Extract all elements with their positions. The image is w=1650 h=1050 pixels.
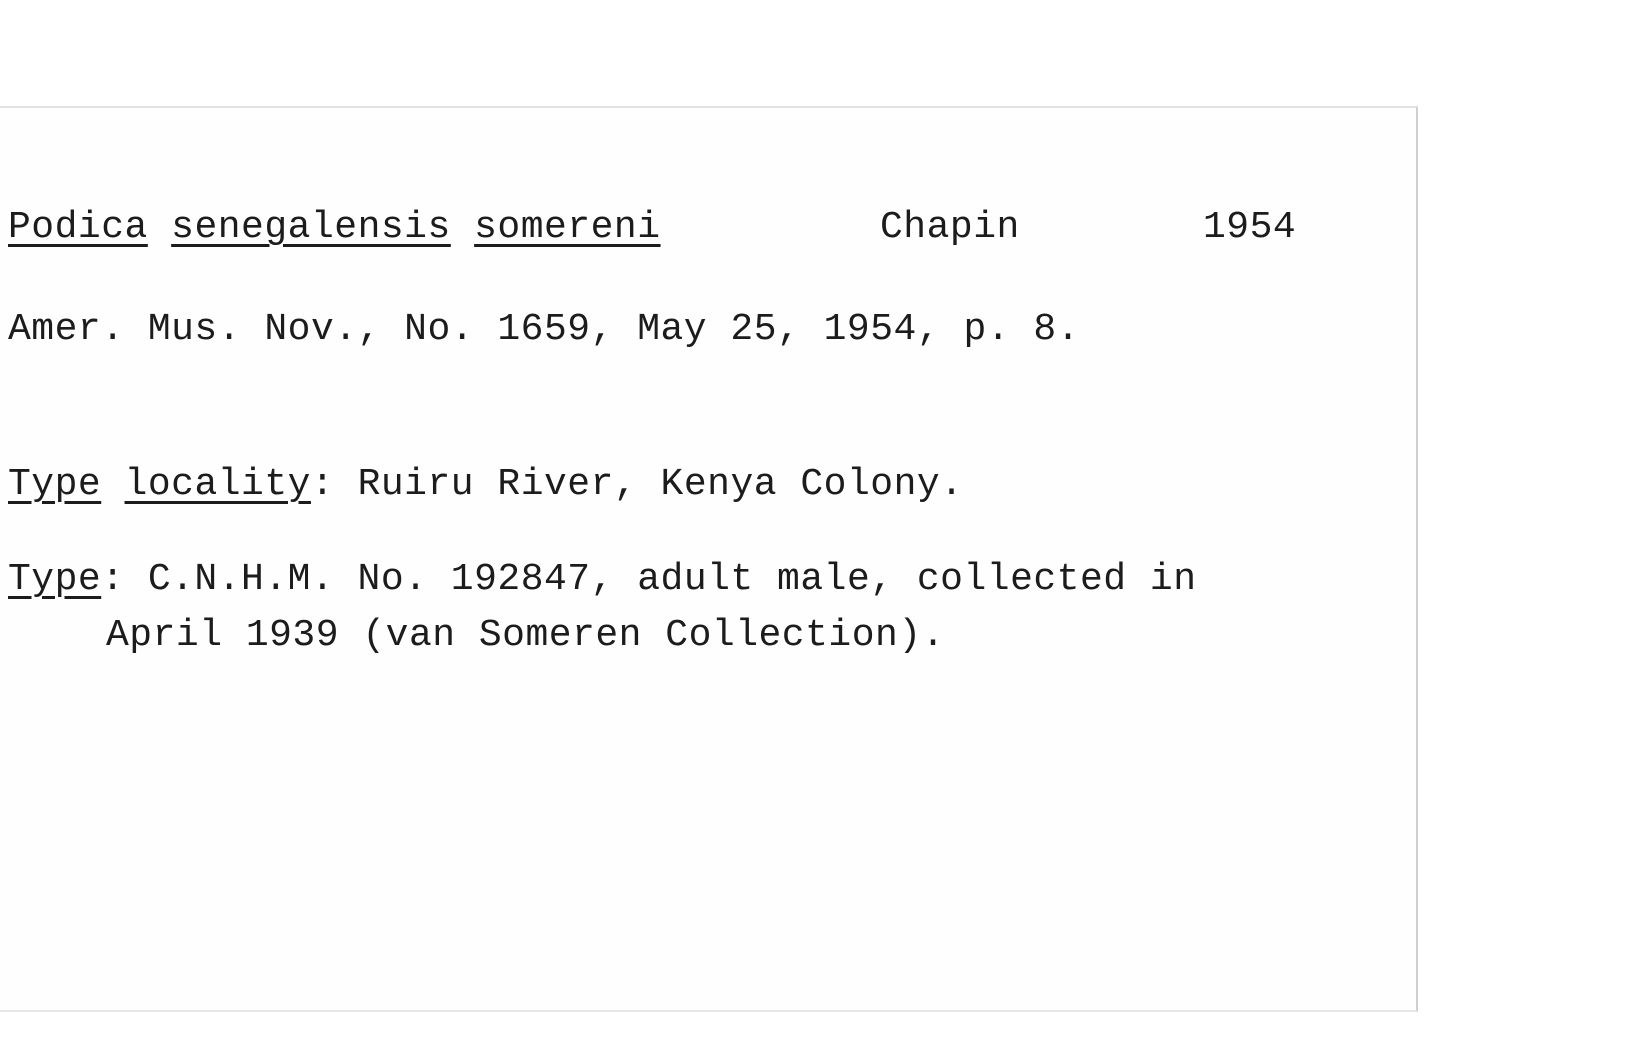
index-card (0, 106, 1418, 1012)
type-locality-label-word1: Type (8, 463, 102, 506)
type-line2: April 1939 (van Someren Collection). (106, 614, 945, 657)
type-label: Type (8, 558, 102, 601)
subspecies: somereni (474, 206, 661, 249)
citation: Amer. Mus. Nov., No. 1659, May 25, 1954, p. 8. (8, 308, 1080, 351)
species: senegalensis (171, 206, 451, 249)
author: Chapin (880, 206, 1020, 249)
taxon-name (8, 206, 661, 249)
type-locality: Type locality: Ruiru River, Kenya Colony. (8, 463, 964, 506)
genus: Podica (8, 206, 148, 249)
type-locality-value: Ruiru River, Kenya Colony. (357, 463, 964, 506)
type-specimen: Type: C.N.H.M. No. 192847, adult male, collected in (8, 558, 1197, 601)
year: 1954 (1203, 206, 1297, 249)
type-locality-label-word2: locality (124, 463, 311, 506)
type-line1: C.N.H.M. No. 192847, adult male, collected in (147, 558, 1197, 601)
